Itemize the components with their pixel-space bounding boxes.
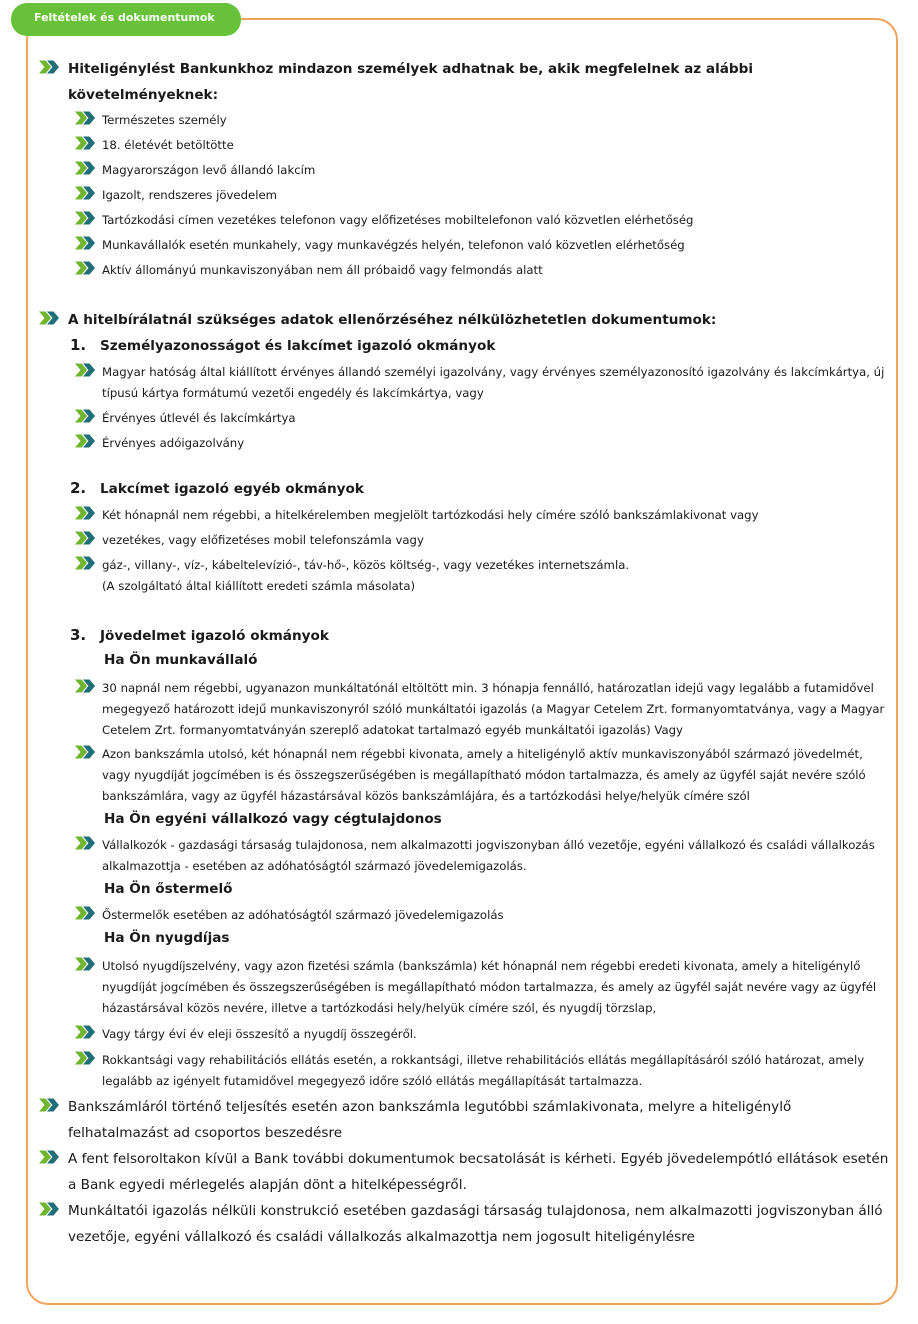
closing-item <box>38 1198 893 1250</box>
address-document-item-text: vezetékes, vagy előfizetéses mobil telefonszámla vagy <box>102 533 424 547</box>
requirement-item <box>74 235 893 256</box>
requirement-item-text: Természetes személy <box>102 113 227 127</box>
requirement-item <box>74 160 893 181</box>
address-document-item <box>74 505 893 526</box>
docs-title-item <box>38 307 893 333</box>
employee-document-item-text: 30 napnál nem régebbi, ugyanazon munkáltatónál eltöltött min. 3 hónapja fennálló, határozatlan idejű vagy legalább a futamidővel megegyező határozott idejű munkaviszonyról szóló munkáltatói igazolás (a Magyar Cetelem Zrt. formanyomtatványa, vagy a Magyar Cetelem Zrt. formanyomtatványán szereplő adatokat tartalmazó egyéb munkáltatói igazolás) Vagy <box>102 681 885 737</box>
section-2-list <box>38 505 893 576</box>
double-chevron-icon <box>38 309 60 325</box>
requirement-item <box>74 110 893 131</box>
docs-title: A hitelbírálatnál szükséges adatok ellenőrzéséhez nélkülözhetetlen dokumentumok: <box>68 312 717 328</box>
closing-list <box>38 1094 893 1250</box>
double-chevron-icon <box>74 185 96 201</box>
section-1-title <box>70 333 893 358</box>
pension-document-item <box>74 1024 893 1045</box>
pension-document-item <box>74 956 893 1019</box>
closing-item-text: Bankszámláról történő teljesítés esetén azon bankszámla legutóbbi számlakivonata, melyre a hiteligénylő felhatalmazást ad csoportos beszedésre <box>68 1099 792 1141</box>
double-chevron-icon <box>38 1200 60 1216</box>
pension-document-item-text: Utolsó nyugdíjszelvény, vagy azon fizetési számla (bankszámla) két hónapnál nem régebbi eredeti kivonata, amely a hiteligénylő nyugdíját jogcímében és összegszerűségében is megállapítható módon tartalmazza, és amely az ügyfél saját nevére vagy az ügyfél házastársával közös nevére, illetve a tartózkodási hely/helyük címére szól, és nyugdíj törzslap, <box>102 959 877 1015</box>
requirement-item <box>74 135 893 156</box>
section-1-number: 1. <box>70 336 87 354</box>
double-chevron-icon <box>74 905 96 921</box>
double-chevron-icon <box>38 1148 60 1164</box>
section-2-note: (A szolgáltató által kiállított eredeti számla másolata) <box>102 579 416 593</box>
farmer-list <box>38 905 893 926</box>
double-chevron-icon <box>74 835 96 851</box>
pension-document-item-text: Rokkantsági vagy rehabilitációs ellátás esetén, a rokkantsági, illetve rehabilitációs ellátás megállapításáról szóló határozat, amely legalább az igényelt futamidővel megegyező időre szóló ellátás megállapítását tartalmazza. <box>102 1053 865 1088</box>
requirement-item-text: Munkavállalók esetén munkahely, vagy munkavégzés helyén, telefonon való közvetlen elérhetőség <box>102 238 685 252</box>
employee-list <box>38 678 893 807</box>
double-chevron-icon <box>74 505 96 521</box>
double-chevron-icon <box>74 530 96 546</box>
id-document-item-text: Érvényes adóigazolvány <box>102 436 245 450</box>
double-chevron-icon <box>74 1024 96 1040</box>
double-chevron-icon <box>74 235 96 251</box>
requirement-item-text: Tartózkodási címen vezetékes telefonon vagy előfizetéses mobiltelefonon való közvetlen elérhetőség <box>102 213 694 227</box>
double-chevron-icon <box>74 678 96 694</box>
pension-list <box>38 956 893 1092</box>
requirement-item <box>74 210 893 231</box>
farmer-document-item <box>74 905 893 926</box>
pension-document-item-text: Vagy tárgy évi év eleji összesítő a nyugdíj összegéről. <box>102 1027 417 1041</box>
requirement-item-text: Aktív állományú munkaviszonyában nem áll próbaidő vagy felmondás alatt <box>102 263 543 277</box>
section-3-number: 3. <box>70 626 87 644</box>
address-document-item <box>74 530 893 551</box>
address-document-item <box>74 555 893 576</box>
section-2-title <box>70 476 893 501</box>
double-chevron-icon <box>74 160 96 176</box>
entrepreneur-list <box>38 835 893 877</box>
intro-item <box>38 56 893 108</box>
requirement-item <box>74 185 893 206</box>
double-chevron-icon <box>74 1050 96 1066</box>
address-document-item-text: gáz-, villany-, víz-, kábeltelevízió-, táv-hő-, közös költség-, vagy vezetékes internetszámla. <box>102 558 630 572</box>
farmer-heading: Ha Ön őstermelő <box>104 881 233 897</box>
double-chevron-icon <box>74 210 96 226</box>
id-document-item-text: Magyar hatóság által kiállított érvényes állandó személyi igazolvány, vagy érvényes személyazonosító igazolvány és lakcímkártya, új típusú kártya formátumú vezetői engedély és lakcímkártya, vagy <box>102 365 885 400</box>
pension-document-item <box>74 1050 893 1092</box>
closing-item <box>38 1094 893 1146</box>
double-chevron-icon <box>74 362 96 378</box>
requirement-item-text: 18. életévét betöltötte <box>102 138 234 152</box>
employee-document-item <box>74 744 893 807</box>
closing-item <box>38 1146 893 1198</box>
double-chevron-icon <box>74 433 96 449</box>
section-1-list <box>38 362 893 454</box>
id-document-item <box>74 362 893 404</box>
farmer-document-item-text: Őstermelők esetében az adóhatóságtól származó jövedelemigazolás <box>102 908 504 922</box>
double-chevron-icon <box>38 1096 60 1112</box>
closing-item-text: Munkáltatói igazolás nélküli konstrukció esetében gazdasági társaság tulajdonosa, nem alkalmazotti jogviszonyban álló vezetője, egyéni vállalkozó és családi vállalkozás alkalmazottja nem jogosult hiteligénylésre <box>68 1203 883 1245</box>
address-document-item-text: Két hónapnál nem régebbi, a hitelkérelemben megjelölt tartózkodási hely címére szóló bankszámlakivonat vagy <box>102 508 759 522</box>
employee-document-item <box>74 678 893 741</box>
double-chevron-icon <box>74 408 96 424</box>
id-document-item-text: Érvényes útlevél és lakcímkártya <box>102 411 296 425</box>
section-2-label: Lakcímet igazoló egyéb okmányok <box>100 481 364 497</box>
requirement-item-text: Magyarországon levő állandó lakcím <box>102 163 316 177</box>
employee-heading: Ha Ön munkavállaló <box>104 652 258 668</box>
section-3-title <box>70 623 893 648</box>
id-document-item <box>74 408 893 429</box>
requirement-item-text: Igazolt, rendszeres jövedelem <box>102 188 278 202</box>
double-chevron-icon <box>38 58 60 74</box>
section-1-label: Személyazonosságot és lakcímet igazoló okmányok <box>100 338 496 354</box>
id-document-item <box>74 433 893 454</box>
double-chevron-icon <box>74 956 96 972</box>
content <box>38 56 893 1250</box>
entrepreneur-heading: Ha Ön egyéni vállalkozó vagy cégtulajdonos <box>104 811 442 827</box>
entrepreneur-document-item <box>74 835 893 877</box>
requirement-item <box>74 260 893 281</box>
requirements-list <box>38 110 893 281</box>
double-chevron-icon <box>74 744 96 760</box>
double-chevron-icon <box>74 135 96 151</box>
section-tab: Feltételek és dokumentumok <box>11 3 241 36</box>
pension-heading: Ha Ön nyugdíjas <box>104 930 230 946</box>
section-3-label: Jövedelmet igazoló okmányok <box>100 628 329 644</box>
double-chevron-icon <box>74 555 96 571</box>
entrepreneur-document-item-text: Vállalkozók - gazdasági társaság tulajdonosa, nem alkalmazotti jogviszonyban álló vezetője, egyéni vállalkozó és családi vállalkozás alkalmazottja - esetében az adóhatóságtól származó jövedelemigazolás. <box>102 838 875 873</box>
employee-document-item-text: Azon bankszámla utolsó, két hónapnál nem régebbi kivonata, amely a hiteligénylő aktív munkaviszonyából származó jövedelmét, vagy nyugdíját jogcímében is és összegszerűségében is megállapítható módon tartalmazza, és amely az ügyfél saját nevére szóló bankszámlára, vagy az ügyfél házastársával közös bankszámlájára, és a tartózkodási helye/helyük címére szól <box>102 747 866 803</box>
section-2-number: 2. <box>70 479 87 497</box>
double-chevron-icon <box>74 260 96 276</box>
double-chevron-icon <box>74 110 96 126</box>
closing-item-text: A fent felsoroltakon kívül a Bank további dokumentumok becsatolását is kérheti. Egyéb jövedelempótló ellátások esetén a Bank egyedi mérlegelés alapján dönt a hitelképességről. <box>68 1151 889 1193</box>
intro-text: Hiteligénylést Bankunkhoz mindazon személyek adhatnak be, akik megfelelnek az alábbi követelményeknek: <box>68 61 754 103</box>
